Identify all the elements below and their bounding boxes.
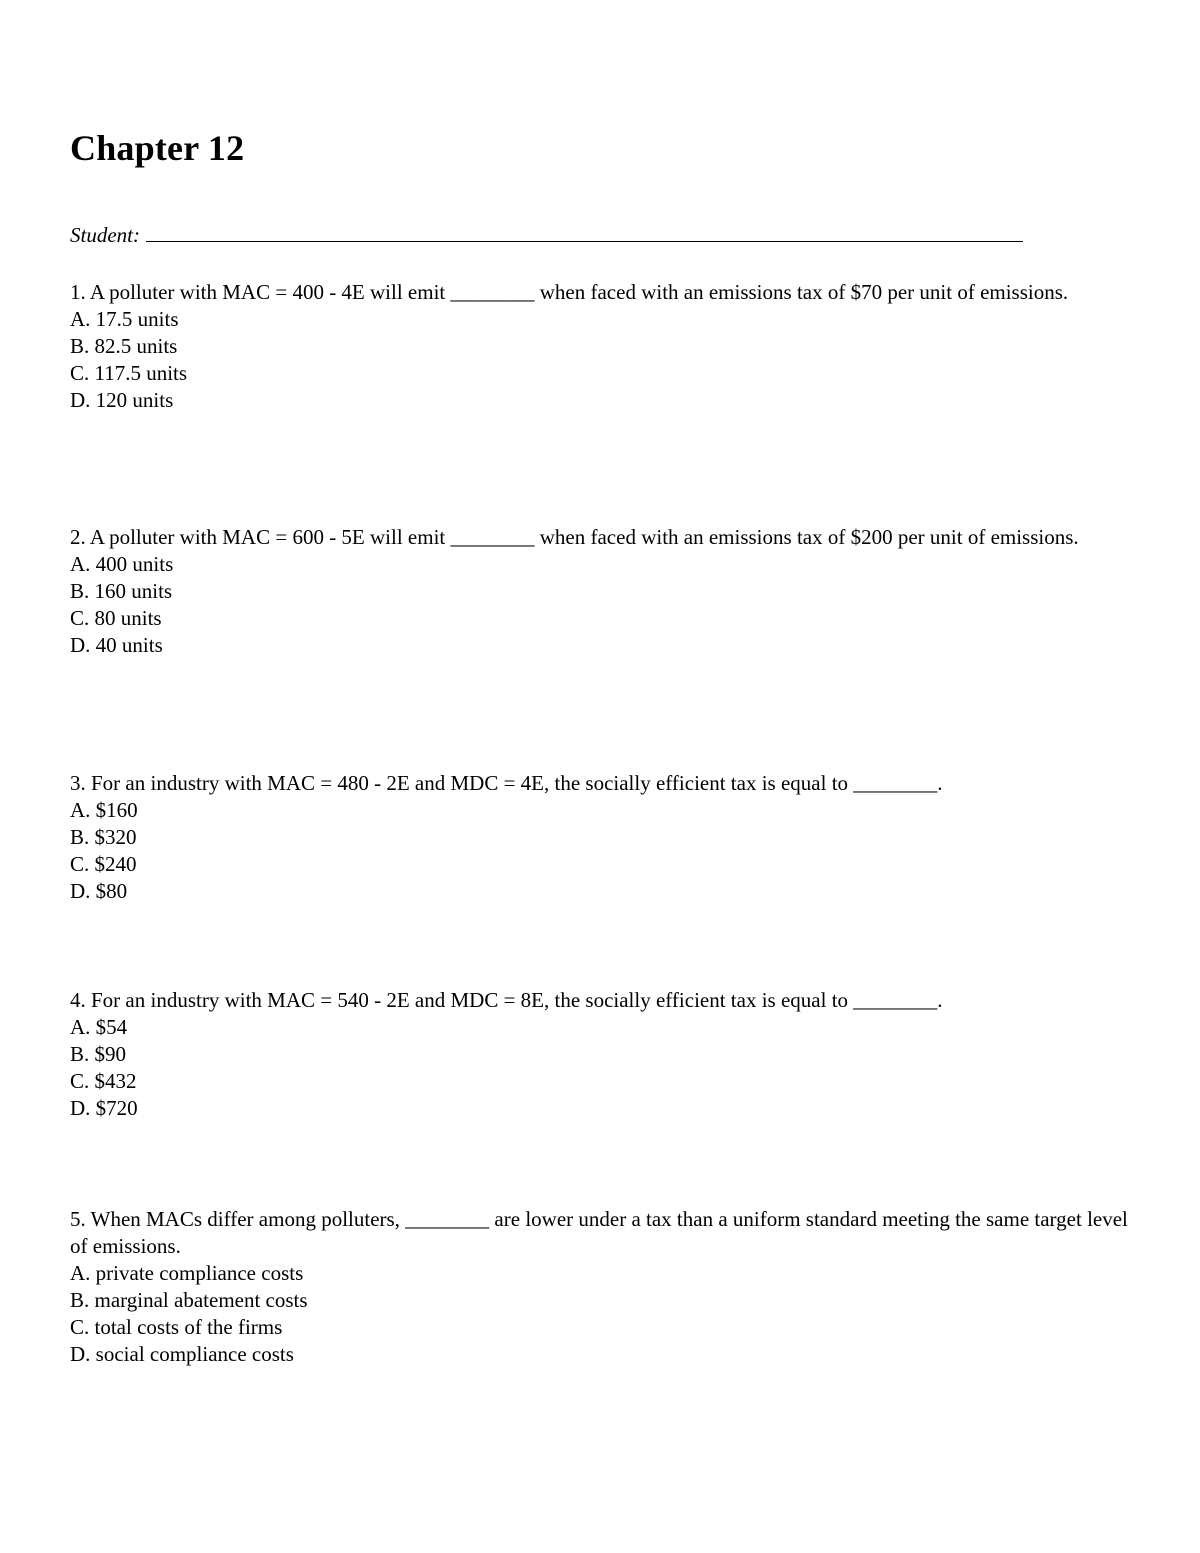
question-3 — [70, 770, 1130, 905]
question-stem: 1. A polluter with MAC = 400 - 4E will emit ________ when faced with an emissions tax of $70 per unit of emissions. — [70, 280, 1069, 304]
question-stem: 4. For an industry with MAC = 540 - 2E and MDC = 8E, the socially efficient tax is equal to ________. — [70, 988, 943, 1012]
question-4 — [70, 987, 1130, 1122]
answer-option: C. 117.5 units — [70, 361, 188, 385]
answer-options — [70, 1260, 1130, 1368]
question-1 — [70, 279, 1130, 414]
student-name-blank — [146, 220, 1023, 242]
answer-option: C. $432 — [70, 1069, 137, 1093]
page-title: Chapter 12 — [70, 128, 245, 168]
answer-option: A. $54 — [70, 1015, 128, 1039]
answer-option: B. $90 — [70, 1042, 127, 1066]
answer-options — [70, 1014, 1130, 1122]
answer-option: A. 17.5 units — [70, 307, 179, 331]
question-2 — [70, 524, 1130, 659]
answer-option: B. $320 — [70, 825, 137, 849]
answer-option: D. 120 units — [70, 388, 174, 412]
answer-options — [70, 306, 1130, 414]
answer-option: B. marginal abatement costs — [70, 1288, 308, 1312]
answer-options — [70, 797, 1130, 905]
question-5 — [70, 1206, 1130, 1368]
answer-option: C. 80 units — [70, 606, 162, 630]
answer-option: A. 400 units — [70, 552, 174, 576]
answer-option: D. social compliance costs — [70, 1342, 294, 1366]
answer-option: D. $80 — [70, 879, 128, 903]
question-stem: 5. When MACs differ among polluters, ________ are lower under a tax than a uniform standard meeting the same target level of emissions. — [70, 1207, 1128, 1258]
student-label: Student: — [70, 223, 140, 247]
answer-option: B. 160 units — [70, 579, 173, 603]
answer-option: B. 82.5 units — [70, 334, 178, 358]
answer-option: A. private compliance costs — [70, 1261, 304, 1285]
answer-option: D. $720 — [70, 1096, 138, 1120]
answer-option: A. $160 — [70, 798, 138, 822]
student-line — [70, 220, 1050, 249]
answer-option: C. total costs of the firms — [70, 1315, 283, 1339]
question-stem: 2. A polluter with MAC = 600 - 5E will emit ________ when faced with an emissions tax of $200 per unit of emissions. — [70, 525, 1079, 549]
answer-option: C. $240 — [70, 852, 137, 876]
answer-option: D. 40 units — [70, 633, 163, 657]
answer-options — [70, 551, 1130, 659]
question-stem: 3. For an industry with MAC = 480 - 2E and MDC = 4E, the socially efficient tax is equal to ________. — [70, 771, 943, 795]
